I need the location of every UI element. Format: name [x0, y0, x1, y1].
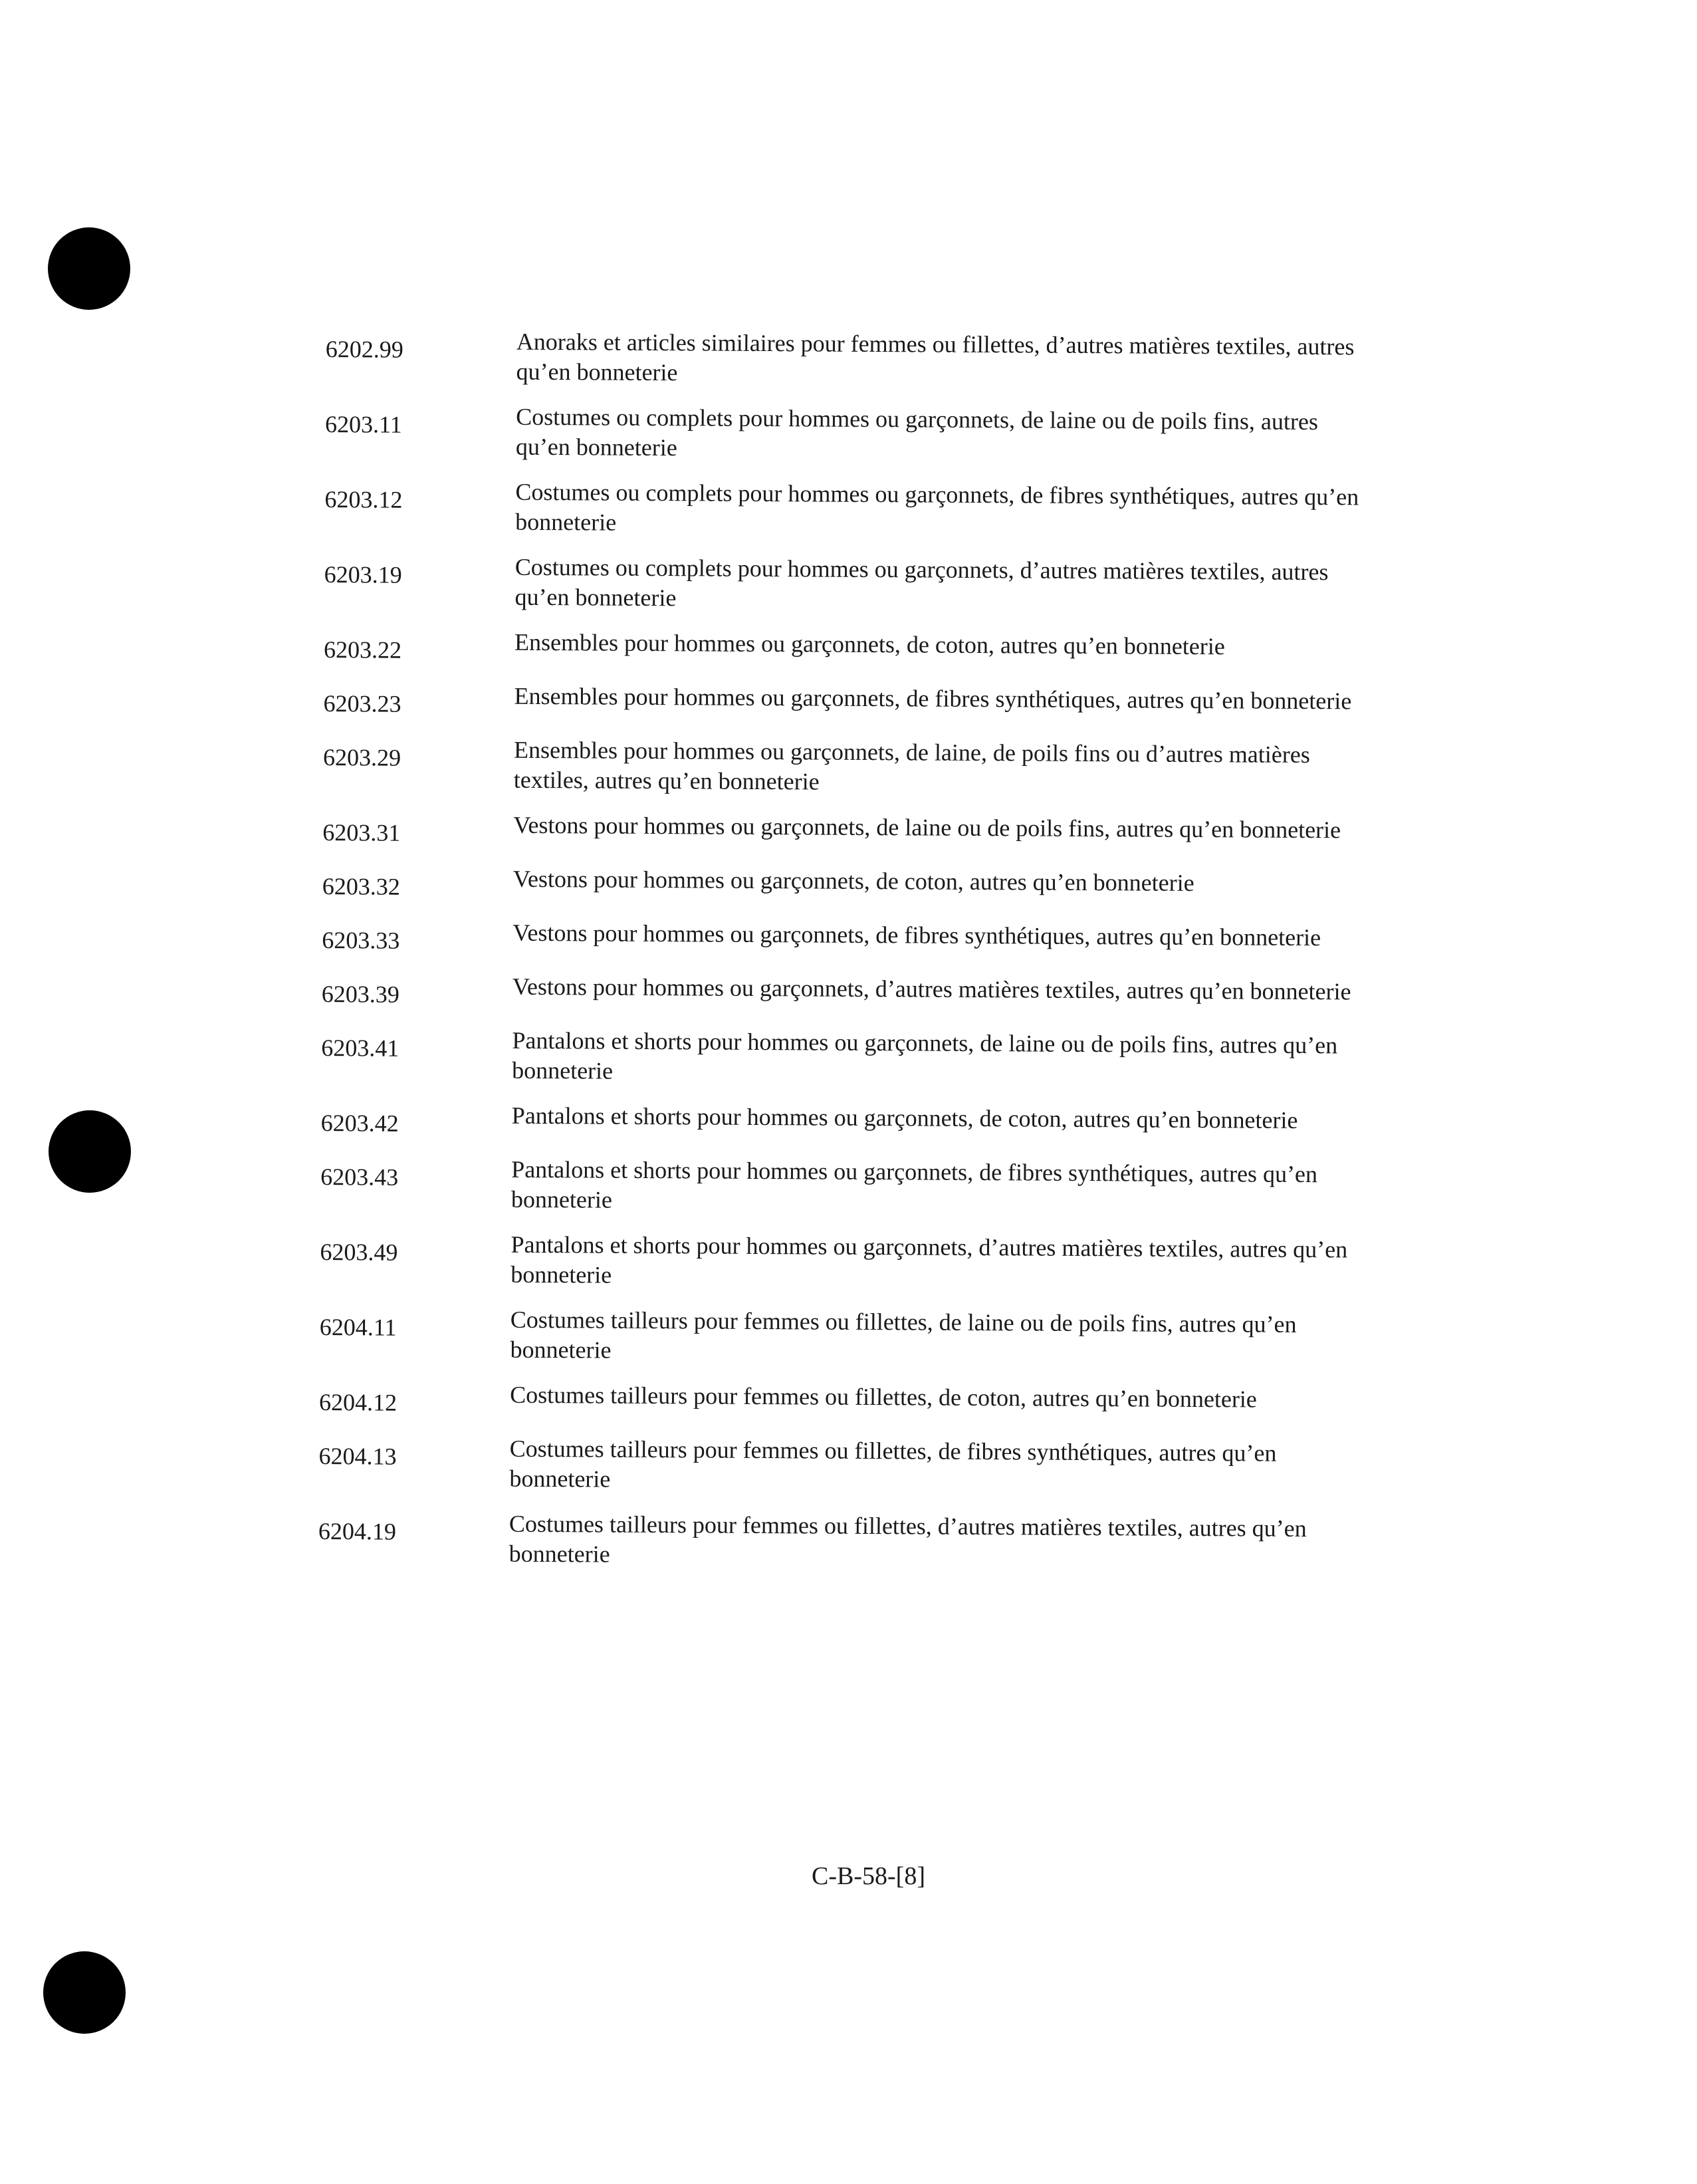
tariff-row — [324, 626, 1387, 671]
page-reference: C-B-58-[8] — [812, 1862, 925, 1890]
punch-hole-middle — [49, 1110, 131, 1193]
tariff-code: 6202.99 — [325, 335, 403, 363]
tariff-code: 6203.11 — [324, 410, 402, 438]
tariff-row — [320, 1229, 1384, 1295]
tariff-row — [318, 1508, 1383, 1574]
tariff-row — [320, 1153, 1385, 1220]
tariff-row — [322, 971, 1385, 1016]
tariff-description: Costumes ou complets pour hommes ou garçonnets, de laine ou de poils fins, autres qu’en bonneterie — [515, 403, 1319, 461]
tariff-row — [324, 476, 1389, 543]
tariff-description: Costumes tailleurs pour femmes ou fillettes, d’autres matières textiles, autres qu’en bonneterie — [509, 1510, 1307, 1568]
tariff-code: 6203.23 — [323, 689, 401, 717]
tariff-code: 6203.33 — [322, 926, 400, 954]
tariff-description: Ensembles pour hommes ou garçonnets, de fibres synthétiques, autres qu’en bonneterie — [514, 682, 1352, 715]
tariff-description: Vestons pour hommes ou garçonnets, de laine ou de poils fins, autres qu’en bonneterie — [513, 811, 1341, 844]
tariff-description: Anoraks et articles similaires pour femmes ou fillettes, d’autres matières textiles, autres qu’en bonneterie — [516, 328, 1355, 386]
punch-hole-top — [48, 227, 130, 310]
tariff-code: 6203.31 — [322, 818, 401, 846]
tariff-row — [318, 1433, 1383, 1499]
tariff-row — [322, 809, 1386, 854]
tariff-row — [325, 401, 1389, 467]
tariff-row — [322, 917, 1385, 962]
tariff-code: 6203.22 — [323, 636, 402, 664]
tariff-code: 6203.49 — [320, 1238, 398, 1266]
tariff-description: Ensembles pour hommes ou garçonnets, de laine, de poils fins ou d’autres matières textiles, autres qu’en bonneterie — [513, 736, 1310, 795]
tariff-description: Costumes ou complets pour hommes ou garçonnets, d’autres matières textiles, autres qu’en bonneterie — [514, 553, 1329, 612]
tariff-description: Pantalons et shorts pour hommes ou garçonnets, de laine ou de poils fins, autres qu’en bonneterie — [512, 1027, 1338, 1084]
tariff-description: Costumes tailleurs pour femmes ou fillettes, de coton, autres qu’en bonneterie — [510, 1381, 1257, 1413]
tariff-description: Vestons pour hommes ou garçonnets, d’autres matières textiles, autres qu’en bonneterie — [512, 973, 1351, 1005]
tariff-description: Pantalons et shorts pour hommes ou garçonnets, de coton, autres qu’en bonneterie — [511, 1102, 1298, 1134]
tariff-code: 6203.29 — [322, 743, 401, 771]
tariff-code: 6204.11 — [319, 1313, 397, 1341]
tariff-code: 6203.42 — [320, 1109, 399, 1137]
tariff-list — [318, 326, 1389, 1574]
tariff-description: Vestons pour hommes ou garçonnets, de fibres synthétiques, autres qu’en bonneterie — [512, 919, 1321, 951]
tariff-row — [324, 551, 1388, 618]
tariff-code: 6203.32 — [322, 872, 400, 900]
tariff-code: 6204.19 — [318, 1517, 397, 1545]
punch-hole-bottom — [43, 1951, 126, 2034]
tariff-description: Costumes tailleurs pour femmes ou fillettes, de fibres synthétiques, autres qu’en bonneterie — [509, 1435, 1277, 1493]
tariff-code: 6203.43 — [320, 1163, 399, 1191]
tariff-code: 6203.19 — [324, 560, 402, 588]
tariff-row — [321, 1025, 1385, 1091]
tariff-code: 6204.13 — [318, 1442, 397, 1470]
tariff-description: Pantalons et shorts pour hommes ou garçonnets, d’autres matières textiles, autres qu’en bonneterie — [510, 1231, 1348, 1288]
tariff-row — [325, 326, 1389, 392]
tariff-code: 6203.12 — [324, 485, 403, 513]
tariff-description: Costumes ou complets pour hommes ou garçonnets, de fibres synthétiques, autres qu’en bonneterie — [515, 478, 1359, 536]
tariff-description: Vestons pour hommes ou garçonnets, de coton, autres qu’en bonneterie — [512, 865, 1194, 896]
tariff-row — [319, 1379, 1383, 1424]
tariff-row — [323, 734, 1387, 800]
tariff-row — [321, 1100, 1385, 1145]
tariff-description: Pantalons et shorts pour hommes ou garçonnets, de fibres synthétiques, autres qu’en bonneterie — [510, 1155, 1318, 1213]
tariff-row — [319, 1304, 1383, 1370]
tariff-row — [322, 863, 1386, 908]
tariff-code: 6203.41 — [321, 1034, 399, 1062]
tariff-description: Costumes tailleurs pour femmes ou fillettes, de laine ou de poils fins, autres qu’en bonneterie — [510, 1306, 1297, 1364]
tariff-code: 6203.39 — [321, 980, 399, 1008]
tariff-code: 6204.12 — [318, 1388, 397, 1416]
tariff-description: Ensembles pour hommes ou garçonnets, de coton, autres qu’en bonneterie — [514, 628, 1225, 660]
tariff-row — [323, 680, 1387, 725]
